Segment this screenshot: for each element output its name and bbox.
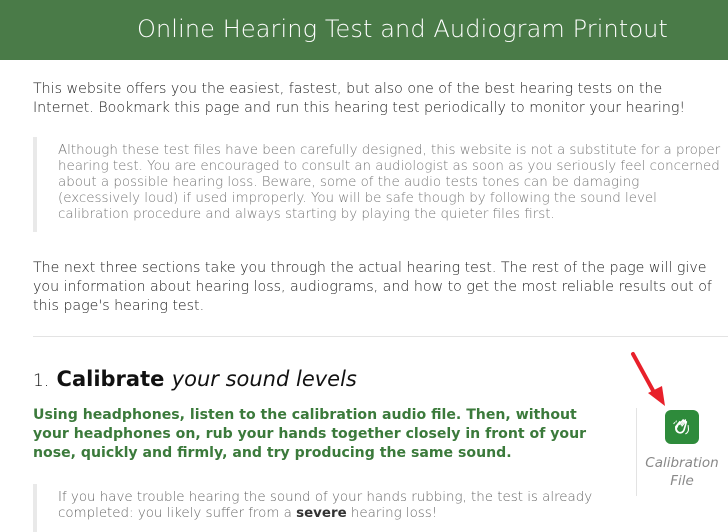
section-title-bold: Calibrate [56,367,165,391]
calibration-file-label[interactable] [637,454,727,490]
disclaimer-quote: Although these test files have been carefully designed, this website is not a substitute for a proper hearing test. You are encouraged to consult an audiologist as soon as you seriously feel concerned about a possible hearing loss. Beware, some of the audio tests tones can be damaging (excessively loud) if used improperly. You will be safe though by following the sound level calibration procedure and always starting by playing the quieter files first. [33,137,723,232]
calibration-label-line2: File [670,473,694,489]
section-heading-calibrate [33,365,357,395]
severe-note-text-after: hearing loss! [346,506,438,521]
calibration-file-panel [636,408,726,496]
calibration-label-line1: Calibration [645,455,719,471]
intro-paragraph: This website offers you the easiest, fastest, but also one of the best hearing tests on the Internet. Bookmark this page and run this hearing test periodically to monitor your hearing! [33,81,686,116]
section-number: 1. [33,371,50,391]
hands-clapping-icon [672,417,692,437]
section-divider [33,336,728,337]
section-title-italic: your sound levels [171,367,357,391]
page-title: Online Hearing Test and Audiogram Printout [137,15,668,43]
red-arrow-icon [625,348,675,414]
severe-note-bold: severe [296,506,347,521]
sections-intro-paragraph: The next three sections take you through the actual hearing test. The rest of the page will give you information about hearing loss, audiograms, and how to get the most reliable results out of this page's hearing test. [33,260,712,314]
calibration-instruction: Using headphones, listen to the calibration audio file. Then, without your headphones on, rub your hands together closely in front of your nose, quickly and firmly, and try producing the same sound. [33,407,587,461]
page-header [0,0,728,60]
calibration-play-button[interactable] [665,410,699,444]
severe-loss-note [33,484,623,532]
severe-note-text-before: If you have trouble hearing the sound of your hands rubbing, the test is already completed: you likely suffer from a [58,490,593,521]
